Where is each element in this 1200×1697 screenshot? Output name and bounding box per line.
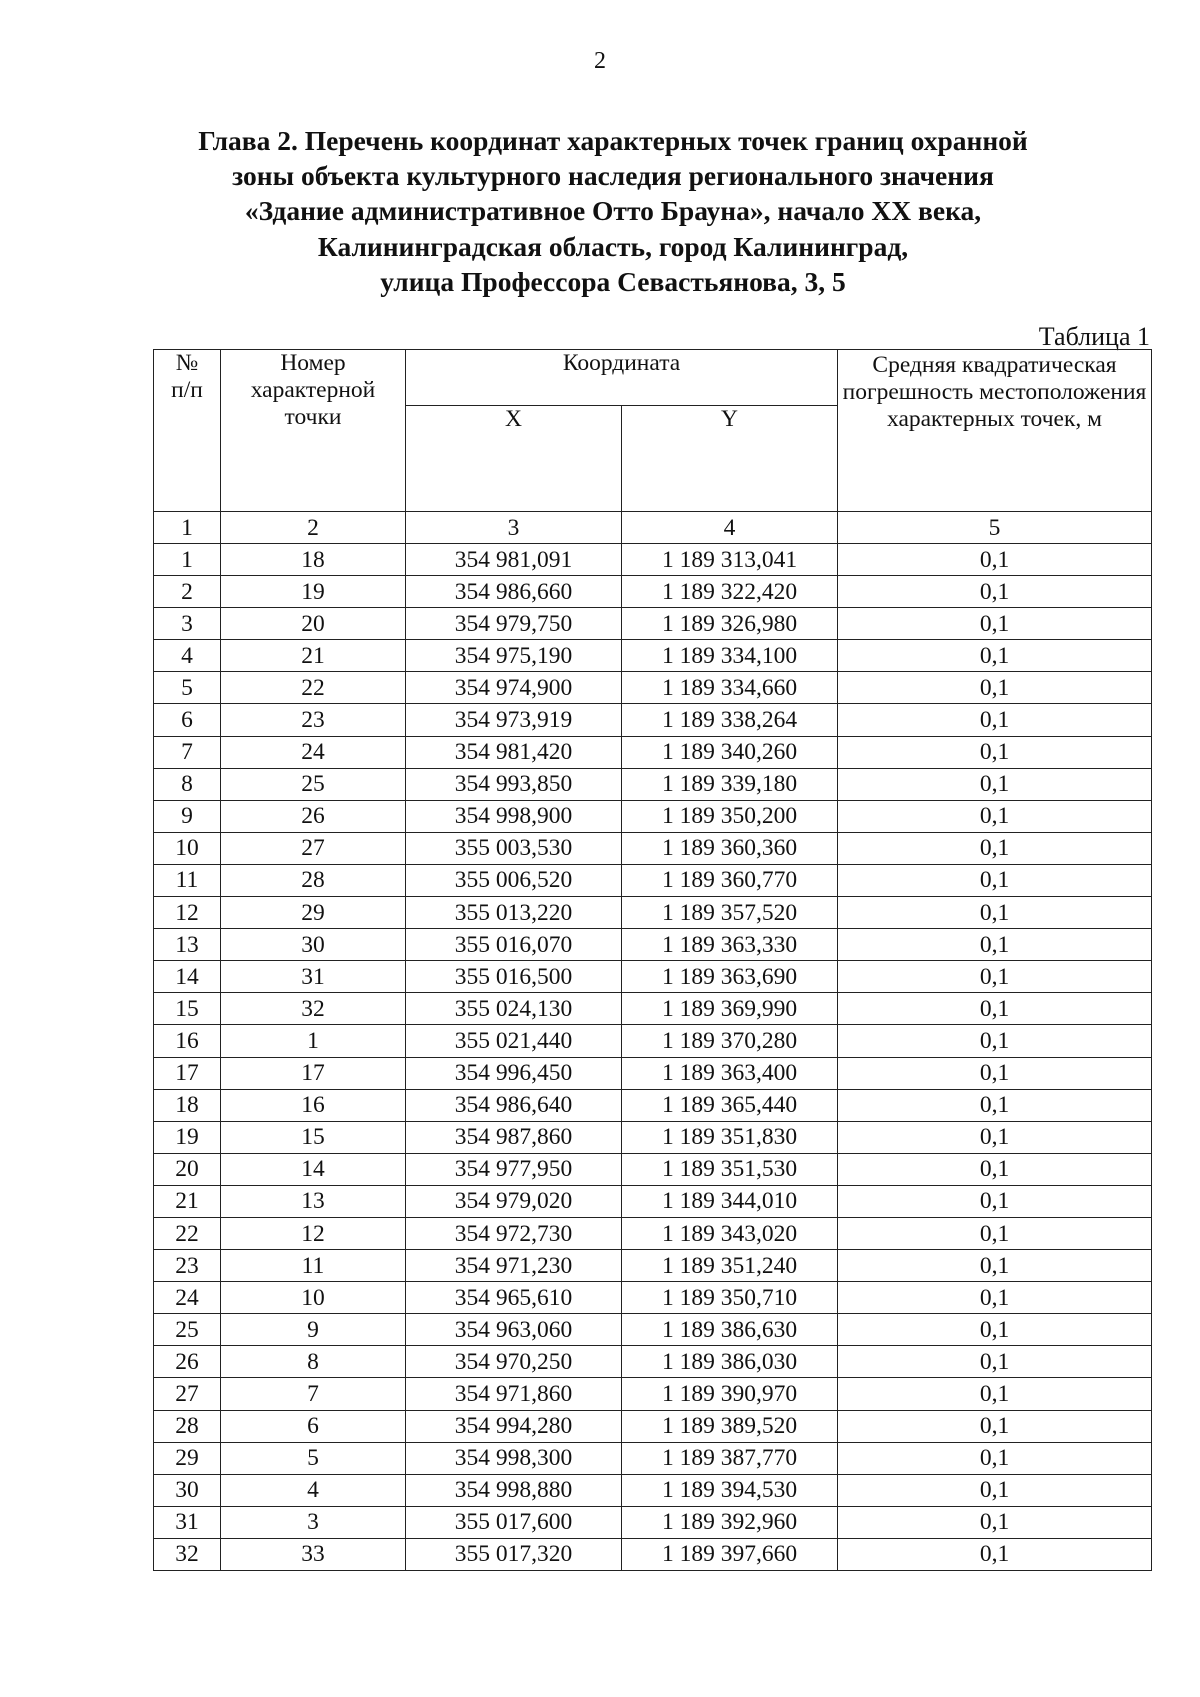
title-line: зоны объекта культурного наследия регионального значения	[232, 160, 994, 192]
table-row	[154, 1250, 1152, 1282]
cell-y: 1 189 343,020	[622, 1217, 838, 1249]
cell-x: 354 998,900	[406, 800, 622, 832]
header-coordinate: Координата	[406, 350, 838, 406]
table-row	[154, 832, 1152, 864]
cell-row-number: 9	[154, 800, 221, 832]
cell-x: 354 963,060	[406, 1314, 622, 1346]
cell-x: 354 971,230	[406, 1250, 622, 1282]
chapter-title	[180, 123, 1046, 299]
table-row	[154, 640, 1152, 672]
cell-point-number: 8	[221, 1346, 406, 1378]
cell-row-number: 10	[154, 832, 221, 864]
table-row	[154, 1282, 1152, 1314]
cell-error: 0,1	[838, 608, 1152, 640]
cell-error: 0,1	[838, 1025, 1152, 1057]
cell-x: 354 986,660	[406, 576, 622, 608]
cell-error: 0,1	[838, 1314, 1152, 1346]
cell-x: 354 998,880	[406, 1474, 622, 1506]
cell-error: 0,1	[838, 1282, 1152, 1314]
table-row	[154, 1314, 1152, 1346]
cell-error: 0,1	[838, 576, 1152, 608]
cell-y: 1 189 350,710	[622, 1282, 838, 1314]
cell-row-number: 21	[154, 1185, 221, 1217]
cell-x: 354 998,300	[406, 1442, 622, 1474]
column-number: 1	[154, 512, 221, 544]
table-row	[154, 1089, 1152, 1121]
cell-y: 1 189 351,240	[622, 1250, 838, 1282]
cell-row-number: 18	[154, 1089, 221, 1121]
cell-row-number: 2	[154, 576, 221, 608]
cell-point-number: 21	[221, 640, 406, 672]
cell-y: 1 189 357,520	[622, 897, 838, 929]
cell-y: 1 189 344,010	[622, 1185, 838, 1217]
cell-row-number: 7	[154, 736, 221, 768]
table-row	[154, 1121, 1152, 1153]
cell-point-number: 24	[221, 736, 406, 768]
cell-error: 0,1	[838, 929, 1152, 961]
cell-point-number: 4	[221, 1474, 406, 1506]
cell-y: 1 189 397,660	[622, 1538, 838, 1570]
cell-row-number: 11	[154, 864, 221, 896]
cell-error: 0,1	[838, 800, 1152, 832]
table-row	[154, 1410, 1152, 1442]
cell-point-number: 32	[221, 993, 406, 1025]
cell-error: 0,1	[838, 768, 1152, 800]
cell-row-number: 4	[154, 640, 221, 672]
cell-x: 354 972,730	[406, 1217, 622, 1249]
cell-y: 1 189 363,330	[622, 929, 838, 961]
cell-error: 0,1	[838, 544, 1152, 576]
column-number: 3	[406, 512, 622, 544]
cell-y: 1 189 334,660	[622, 672, 838, 704]
cell-point-number: 9	[221, 1314, 406, 1346]
table-row	[154, 608, 1152, 640]
cell-error: 0,1	[838, 1506, 1152, 1538]
cell-x: 354 977,950	[406, 1153, 622, 1185]
cell-row-number: 6	[154, 704, 221, 736]
table-row	[154, 576, 1152, 608]
cell-x: 354 994,280	[406, 1410, 622, 1442]
cell-row-number: 1	[154, 544, 221, 576]
cell-point-number: 10	[221, 1282, 406, 1314]
cell-y: 1 189 365,440	[622, 1089, 838, 1121]
cell-x: 354 981,091	[406, 544, 622, 576]
header-x: X	[406, 406, 622, 512]
cell-error: 0,1	[838, 1538, 1152, 1570]
cell-point-number: 20	[221, 608, 406, 640]
cell-error: 0,1	[838, 1153, 1152, 1185]
cell-point-number: 13	[221, 1185, 406, 1217]
cell-row-number: 12	[154, 897, 221, 929]
title-line: Калининградская область, город Калининград,	[317, 230, 909, 262]
cell-point-number: 12	[221, 1217, 406, 1249]
column-number: 2	[221, 512, 406, 544]
cell-y: 1 189 351,830	[622, 1121, 838, 1153]
cell-error: 0,1	[838, 672, 1152, 704]
cell-row-number: 5	[154, 672, 221, 704]
cell-x: 354 979,020	[406, 1185, 622, 1217]
column-number: 5	[838, 512, 1152, 544]
cell-error: 0,1	[838, 1442, 1152, 1474]
cell-y: 1 189 350,200	[622, 800, 838, 832]
header-y: Y	[622, 406, 838, 512]
cell-y: 1 189 386,030	[622, 1346, 838, 1378]
cell-x: 355 021,440	[406, 1025, 622, 1057]
table-label: Таблица 1	[1038, 322, 1150, 351]
cell-point-number: 19	[221, 576, 406, 608]
cell-x: 354 996,450	[406, 1057, 622, 1089]
cell-y: 1 189 363,690	[622, 961, 838, 993]
cell-error: 0,1	[838, 1057, 1152, 1089]
page-number: 2	[594, 48, 606, 74]
cell-row-number: 13	[154, 929, 221, 961]
header-point-number: Номер характерной точки	[221, 350, 406, 512]
cell-point-number: 6	[221, 1410, 406, 1442]
table-row	[154, 961, 1152, 993]
cell-x: 354 975,190	[406, 640, 622, 672]
cell-y: 1 189 340,260	[622, 736, 838, 768]
cell-error: 0,1	[838, 961, 1152, 993]
table-row	[154, 929, 1152, 961]
cell-row-number: 3	[154, 608, 221, 640]
cell-x: 355 024,130	[406, 993, 622, 1025]
table-row	[154, 1153, 1152, 1185]
cell-y: 1 189 394,530	[622, 1474, 838, 1506]
cell-y: 1 189 334,100	[622, 640, 838, 672]
cell-x: 355 006,520	[406, 864, 622, 896]
cell-error: 0,1	[838, 1346, 1152, 1378]
cell-x: 354 973,919	[406, 704, 622, 736]
cell-point-number: 23	[221, 704, 406, 736]
cell-x: 355 016,500	[406, 961, 622, 993]
cell-point-number: 18	[221, 544, 406, 576]
table-row	[154, 704, 1152, 736]
cell-row-number: 20	[154, 1153, 221, 1185]
table-row	[154, 1025, 1152, 1057]
cell-y: 1 189 370,280	[622, 1025, 838, 1057]
cell-y: 1 189 313,041	[622, 544, 838, 576]
cell-row-number: 22	[154, 1217, 221, 1249]
cell-y: 1 189 369,990	[622, 993, 838, 1025]
header-error: Средняя квадратическая погрешность местоположения характерных точек, м	[838, 350, 1152, 512]
cell-y: 1 189 390,970	[622, 1378, 838, 1410]
cell-row-number: 27	[154, 1378, 221, 1410]
cell-row-number: 32	[154, 1538, 221, 1570]
cell-row-number: 24	[154, 1282, 221, 1314]
cell-y: 1 189 322,420	[622, 576, 838, 608]
cell-point-number: 16	[221, 1089, 406, 1121]
table-row	[154, 1538, 1152, 1570]
cell-row-number: 19	[154, 1121, 221, 1153]
cell-point-number: 26	[221, 800, 406, 832]
cell-error: 0,1	[838, 1378, 1152, 1410]
cell-point-number: 25	[221, 768, 406, 800]
header-num: № п/п	[154, 350, 221, 512]
cell-y: 1 189 392,960	[622, 1506, 838, 1538]
cell-point-number: 28	[221, 864, 406, 896]
cell-x: 354 970,250	[406, 1346, 622, 1378]
cell-y: 1 189 387,770	[622, 1442, 838, 1474]
cell-row-number: 28	[154, 1410, 221, 1442]
cell-row-number: 30	[154, 1474, 221, 1506]
table-row	[154, 672, 1152, 704]
title-line: улица Профессора Севастьянова, 3, 5	[380, 265, 846, 297]
cell-x: 355 003,530	[406, 832, 622, 864]
table-row	[154, 736, 1152, 768]
cell-y: 1 189 363,400	[622, 1057, 838, 1089]
cell-x: 355 016,070	[406, 929, 622, 961]
cell-point-number: 7	[221, 1378, 406, 1410]
cell-x: 354 987,860	[406, 1121, 622, 1153]
cell-point-number: 30	[221, 929, 406, 961]
cell-point-number: 33	[221, 1538, 406, 1570]
table-row	[154, 1185, 1152, 1217]
column-number: 4	[622, 512, 838, 544]
cell-row-number: 17	[154, 1057, 221, 1089]
cell-y: 1 189 326,980	[622, 608, 838, 640]
cell-point-number: 1	[221, 1025, 406, 1057]
table-row	[154, 1346, 1152, 1378]
title-line: «Здание административное Отто Брауна», начало XX века,	[244, 195, 982, 227]
table-row	[154, 1217, 1152, 1249]
cell-x: 354 971,860	[406, 1378, 622, 1410]
cell-row-number: 26	[154, 1346, 221, 1378]
cell-point-number: 5	[221, 1442, 406, 1474]
cell-error: 0,1	[838, 864, 1152, 896]
coordinates-table	[153, 349, 1152, 1571]
cell-point-number: 15	[221, 1121, 406, 1153]
title-line: Глава 2. Перечень координат характерных точек границ охранной	[198, 125, 1028, 156]
table-row	[154, 993, 1152, 1025]
cell-row-number: 15	[154, 993, 221, 1025]
cell-row-number: 31	[154, 1506, 221, 1538]
table-row	[154, 1442, 1152, 1474]
cell-x: 354 974,900	[406, 672, 622, 704]
table-row	[154, 544, 1152, 576]
table-body	[154, 544, 1152, 1571]
cell-error: 0,1	[838, 993, 1152, 1025]
cell-error: 0,1	[838, 1121, 1152, 1153]
cell-error: 0,1	[838, 832, 1152, 864]
cell-point-number: 17	[221, 1057, 406, 1089]
cell-row-number: 25	[154, 1314, 221, 1346]
table-row	[154, 768, 1152, 800]
cell-y: 1 189 351,530	[622, 1153, 838, 1185]
cell-row-number: 8	[154, 768, 221, 800]
cell-error: 0,1	[838, 1410, 1152, 1442]
table-row	[154, 1474, 1152, 1506]
cell-error: 0,1	[838, 1089, 1152, 1121]
cell-error: 0,1	[838, 1185, 1152, 1217]
cell-y: 1 189 386,630	[622, 1314, 838, 1346]
cell-point-number: 31	[221, 961, 406, 993]
cell-point-number: 22	[221, 672, 406, 704]
cell-row-number: 23	[154, 1250, 221, 1282]
cell-x: 354 993,850	[406, 768, 622, 800]
cell-x: 355 013,220	[406, 897, 622, 929]
cell-x: 354 965,610	[406, 1282, 622, 1314]
cell-error: 0,1	[838, 1474, 1152, 1506]
cell-y: 1 189 360,360	[622, 832, 838, 864]
cell-y: 1 189 338,264	[622, 704, 838, 736]
cell-point-number: 3	[221, 1506, 406, 1538]
table-row	[154, 864, 1152, 896]
cell-y: 1 189 339,180	[622, 768, 838, 800]
cell-point-number: 29	[221, 897, 406, 929]
table-row	[154, 1378, 1152, 1410]
table-row	[154, 1506, 1152, 1538]
cell-x: 354 979,750	[406, 608, 622, 640]
cell-error: 0,1	[838, 1217, 1152, 1249]
table-row	[154, 1057, 1152, 1089]
cell-row-number: 14	[154, 961, 221, 993]
cell-error: 0,1	[838, 704, 1152, 736]
cell-point-number: 14	[221, 1153, 406, 1185]
cell-error: 0,1	[838, 640, 1152, 672]
cell-x: 354 986,640	[406, 1089, 622, 1121]
cell-point-number: 27	[221, 832, 406, 864]
table-row	[154, 897, 1152, 929]
cell-error: 0,1	[838, 736, 1152, 768]
cell-error: 0,1	[838, 1250, 1152, 1282]
cell-x: 355 017,600	[406, 1506, 622, 1538]
table-row	[154, 800, 1152, 832]
cell-y: 1 189 360,770	[622, 864, 838, 896]
cell-error: 0,1	[838, 897, 1152, 929]
cell-y: 1 189 389,520	[622, 1410, 838, 1442]
cell-row-number: 16	[154, 1025, 221, 1057]
cell-point-number: 11	[221, 1250, 406, 1282]
cell-row-number: 29	[154, 1442, 221, 1474]
cell-x: 354 981,420	[406, 736, 622, 768]
cell-x: 355 017,320	[406, 1538, 622, 1570]
